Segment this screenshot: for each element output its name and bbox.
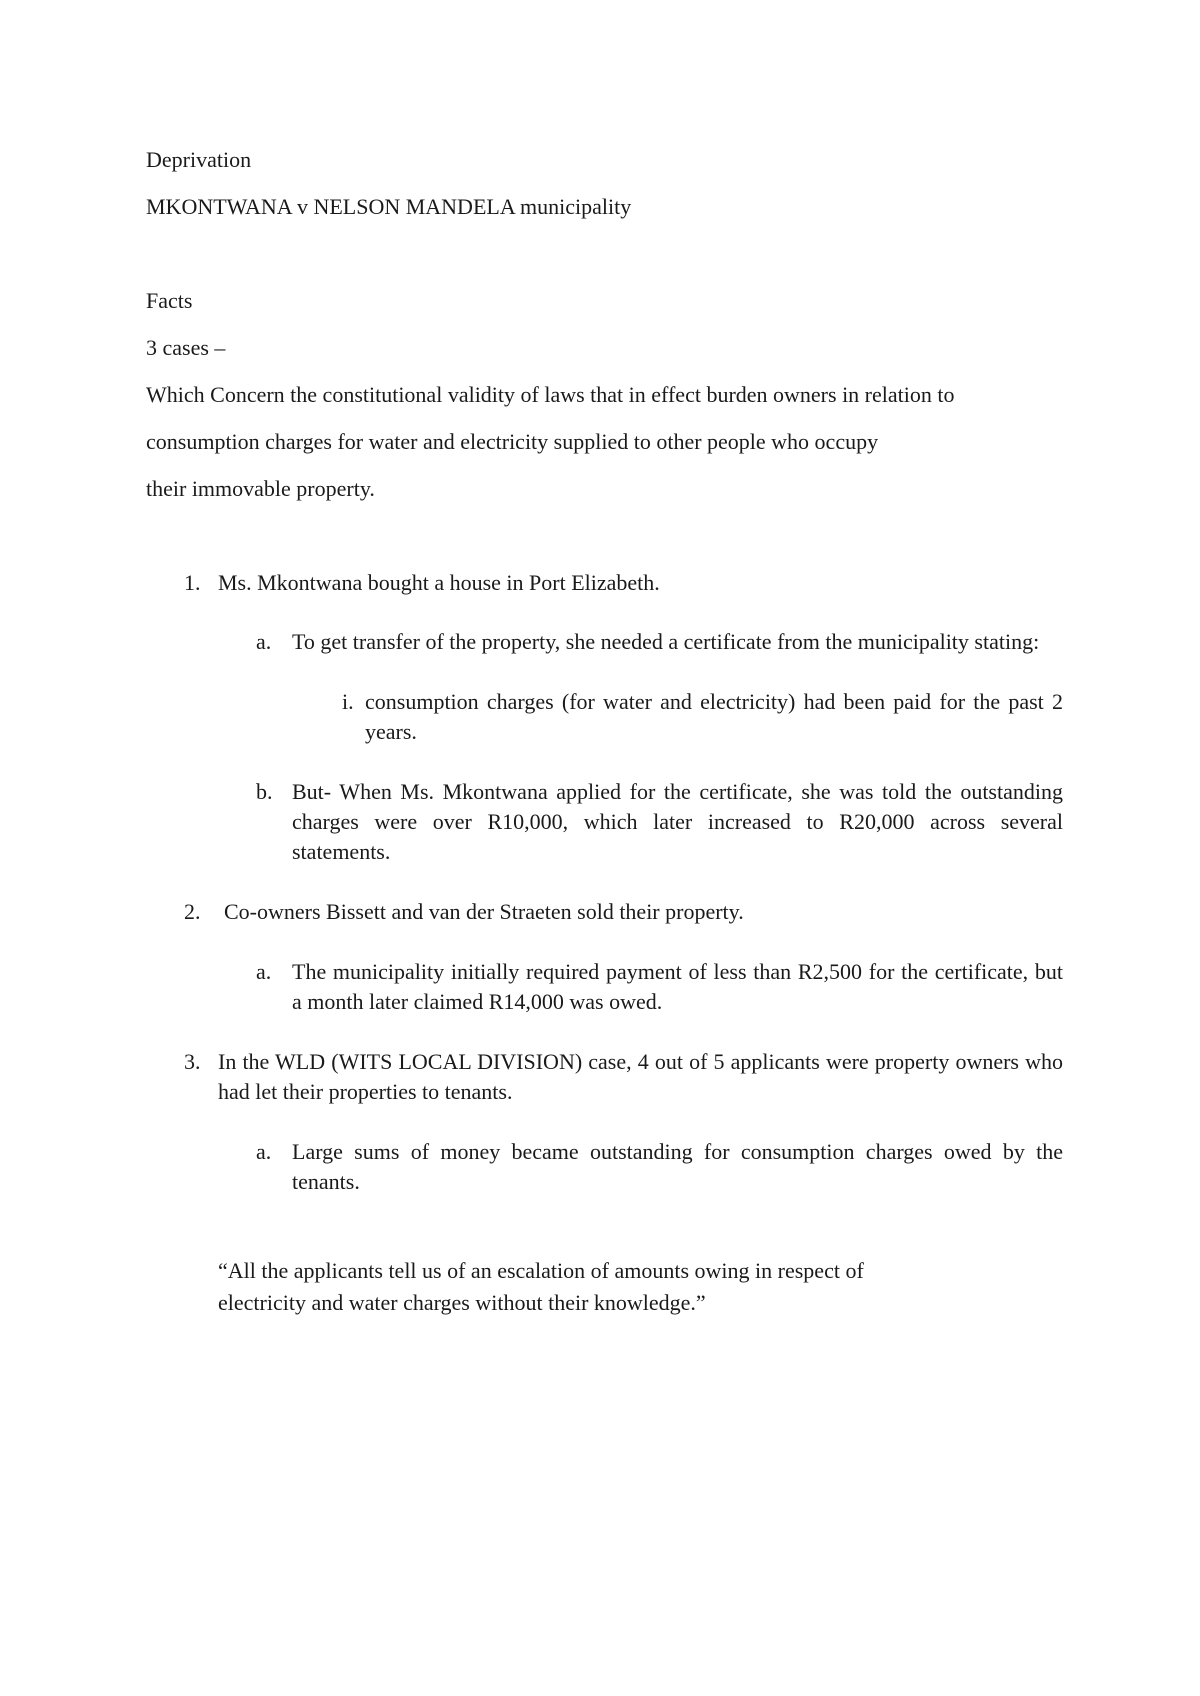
subsub-marker: i. [342,689,354,714]
heading: Deprivation [146,147,252,172]
case-title: MKONTWANA v NELSON MANDELA municipality [146,194,632,219]
cases-count: 3 cases – [146,335,226,360]
sub-item-1a-i: consumption charges (for water and electricity) had been paid for the past 2 years. [365,689,1063,744]
sub-item-1a: To get transfer of the property, she needed a certificate from the municipality stating: [292,629,1040,654]
quote-line-2: electricity and water charges without their knowledge.” [218,1290,706,1315]
list-item-1: Ms. Mkontwana bought a house in Port Elizabeth. [218,570,660,595]
sub-item-3a: Large sums of money became outstanding for consumption charges owed by the tenants. [292,1139,1063,1194]
list-item-3: In the WLD (WITS LOCAL DIVISION) case, 4 out of 5 applicants were property owners who had let their properties to tenants. [218,1049,1063,1104]
list-marker: 3. [184,1049,201,1074]
intro-line-1: Which Concern the constitutional validity of laws that in effect burden owners in relation to [146,382,955,407]
list-marker: 1. [184,570,201,595]
sub-marker: a. [256,629,272,654]
sub-marker: a. [256,1139,272,1164]
sub-marker: a. [256,959,272,984]
intro-line-2: consumption charges for water and electricity supplied to other people who occupy [146,429,879,454]
sub-marker: b. [256,779,273,804]
facts-label: Facts [146,288,193,313]
list-item-2: Co-owners Bissett and van der Straeten sold their property. [224,899,744,924]
quote-line-1: “All the applicants tell us of an escalation of amounts owing in respect of [218,1258,864,1283]
list-marker: 2. [184,899,201,924]
intro-line-3: their immovable property. [146,476,375,501]
sub-item-2a: The municipality initially required payment of less than R2,500 for the certificate, but a month later claimed R14,000 was owed. [292,959,1063,1014]
sub-item-1b: But- When Ms. Mkontwana applied for the certificate, she was told the outstanding charges were over R10,000, which later increased to R20,000 across several statements. [292,779,1063,864]
